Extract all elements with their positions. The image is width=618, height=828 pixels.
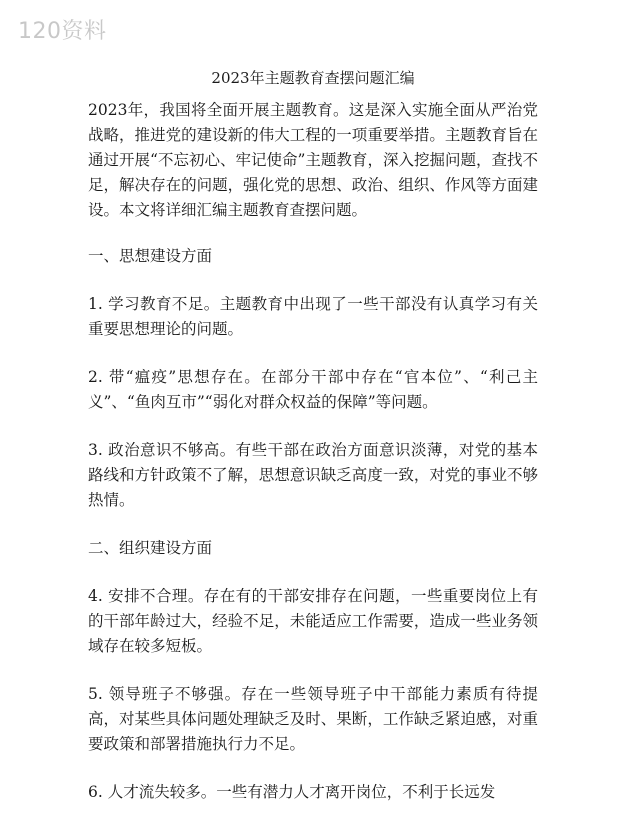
document-title: 2023年主题教育查摆问题汇编 — [211, 69, 415, 87]
list-item: 6. 人才流失较多。一些有潜力人才离开岗位，不利于长远发 — [88, 783, 496, 801]
list-item: 2. 带“瘟疫”思想存在。在部分干部中存在“官本位”、“利己主义”、“鱼肉互市”“弱化对群众权益的保障”等问题。 — [88, 368, 538, 411]
list-item: 3. 政治意识不够高。有些干部在政治方面意识淡薄，对党的基本路线和方针政策不了解，思想意识缺乏高度一致，对党的事业不够热情。 — [88, 441, 538, 509]
intro-paragraph: 2023年，我国将全面开展主题教育。这是深入实施全面从严治党战略，推进党的建设新的伟大工程的一项重要举措。主题教育旨在通过开展“不忘初心、牢记使命”主题教育，深入挖掘问题，查找不足，解决存在的问题，强化党的思想、政治、组织、作风等方面建设。本文将详细汇编主题教育查摆问题。 — [88, 101, 538, 219]
list-item: 4. 安排不合理。存在有的干部安排存在问题，一些重要岗位上有的干部年龄过大，经验不足，未能适应工作需要，造成一些业务领域存在较多短板。 — [88, 587, 538, 655]
list-item: 5. 领导班子不够强。存在一些领导班子中干部能力素质有待提高，对某些具体问题处理缺乏及时、果断，工作缺乏紧迫感，对重要政策和部署措施执行力不足。 — [88, 685, 538, 753]
section-heading-ideology: 一、思想建设方面 — [88, 247, 213, 265]
list-item: 1. 学习教育不足。主题教育中出现了一些干部没有认真学习有关重要思想理论的问题。 — [88, 295, 538, 338]
section-heading-organization: 二、组织建设方面 — [88, 539, 213, 557]
watermark: 120资料 — [18, 19, 107, 44]
document-body — [88, 68, 538, 828]
